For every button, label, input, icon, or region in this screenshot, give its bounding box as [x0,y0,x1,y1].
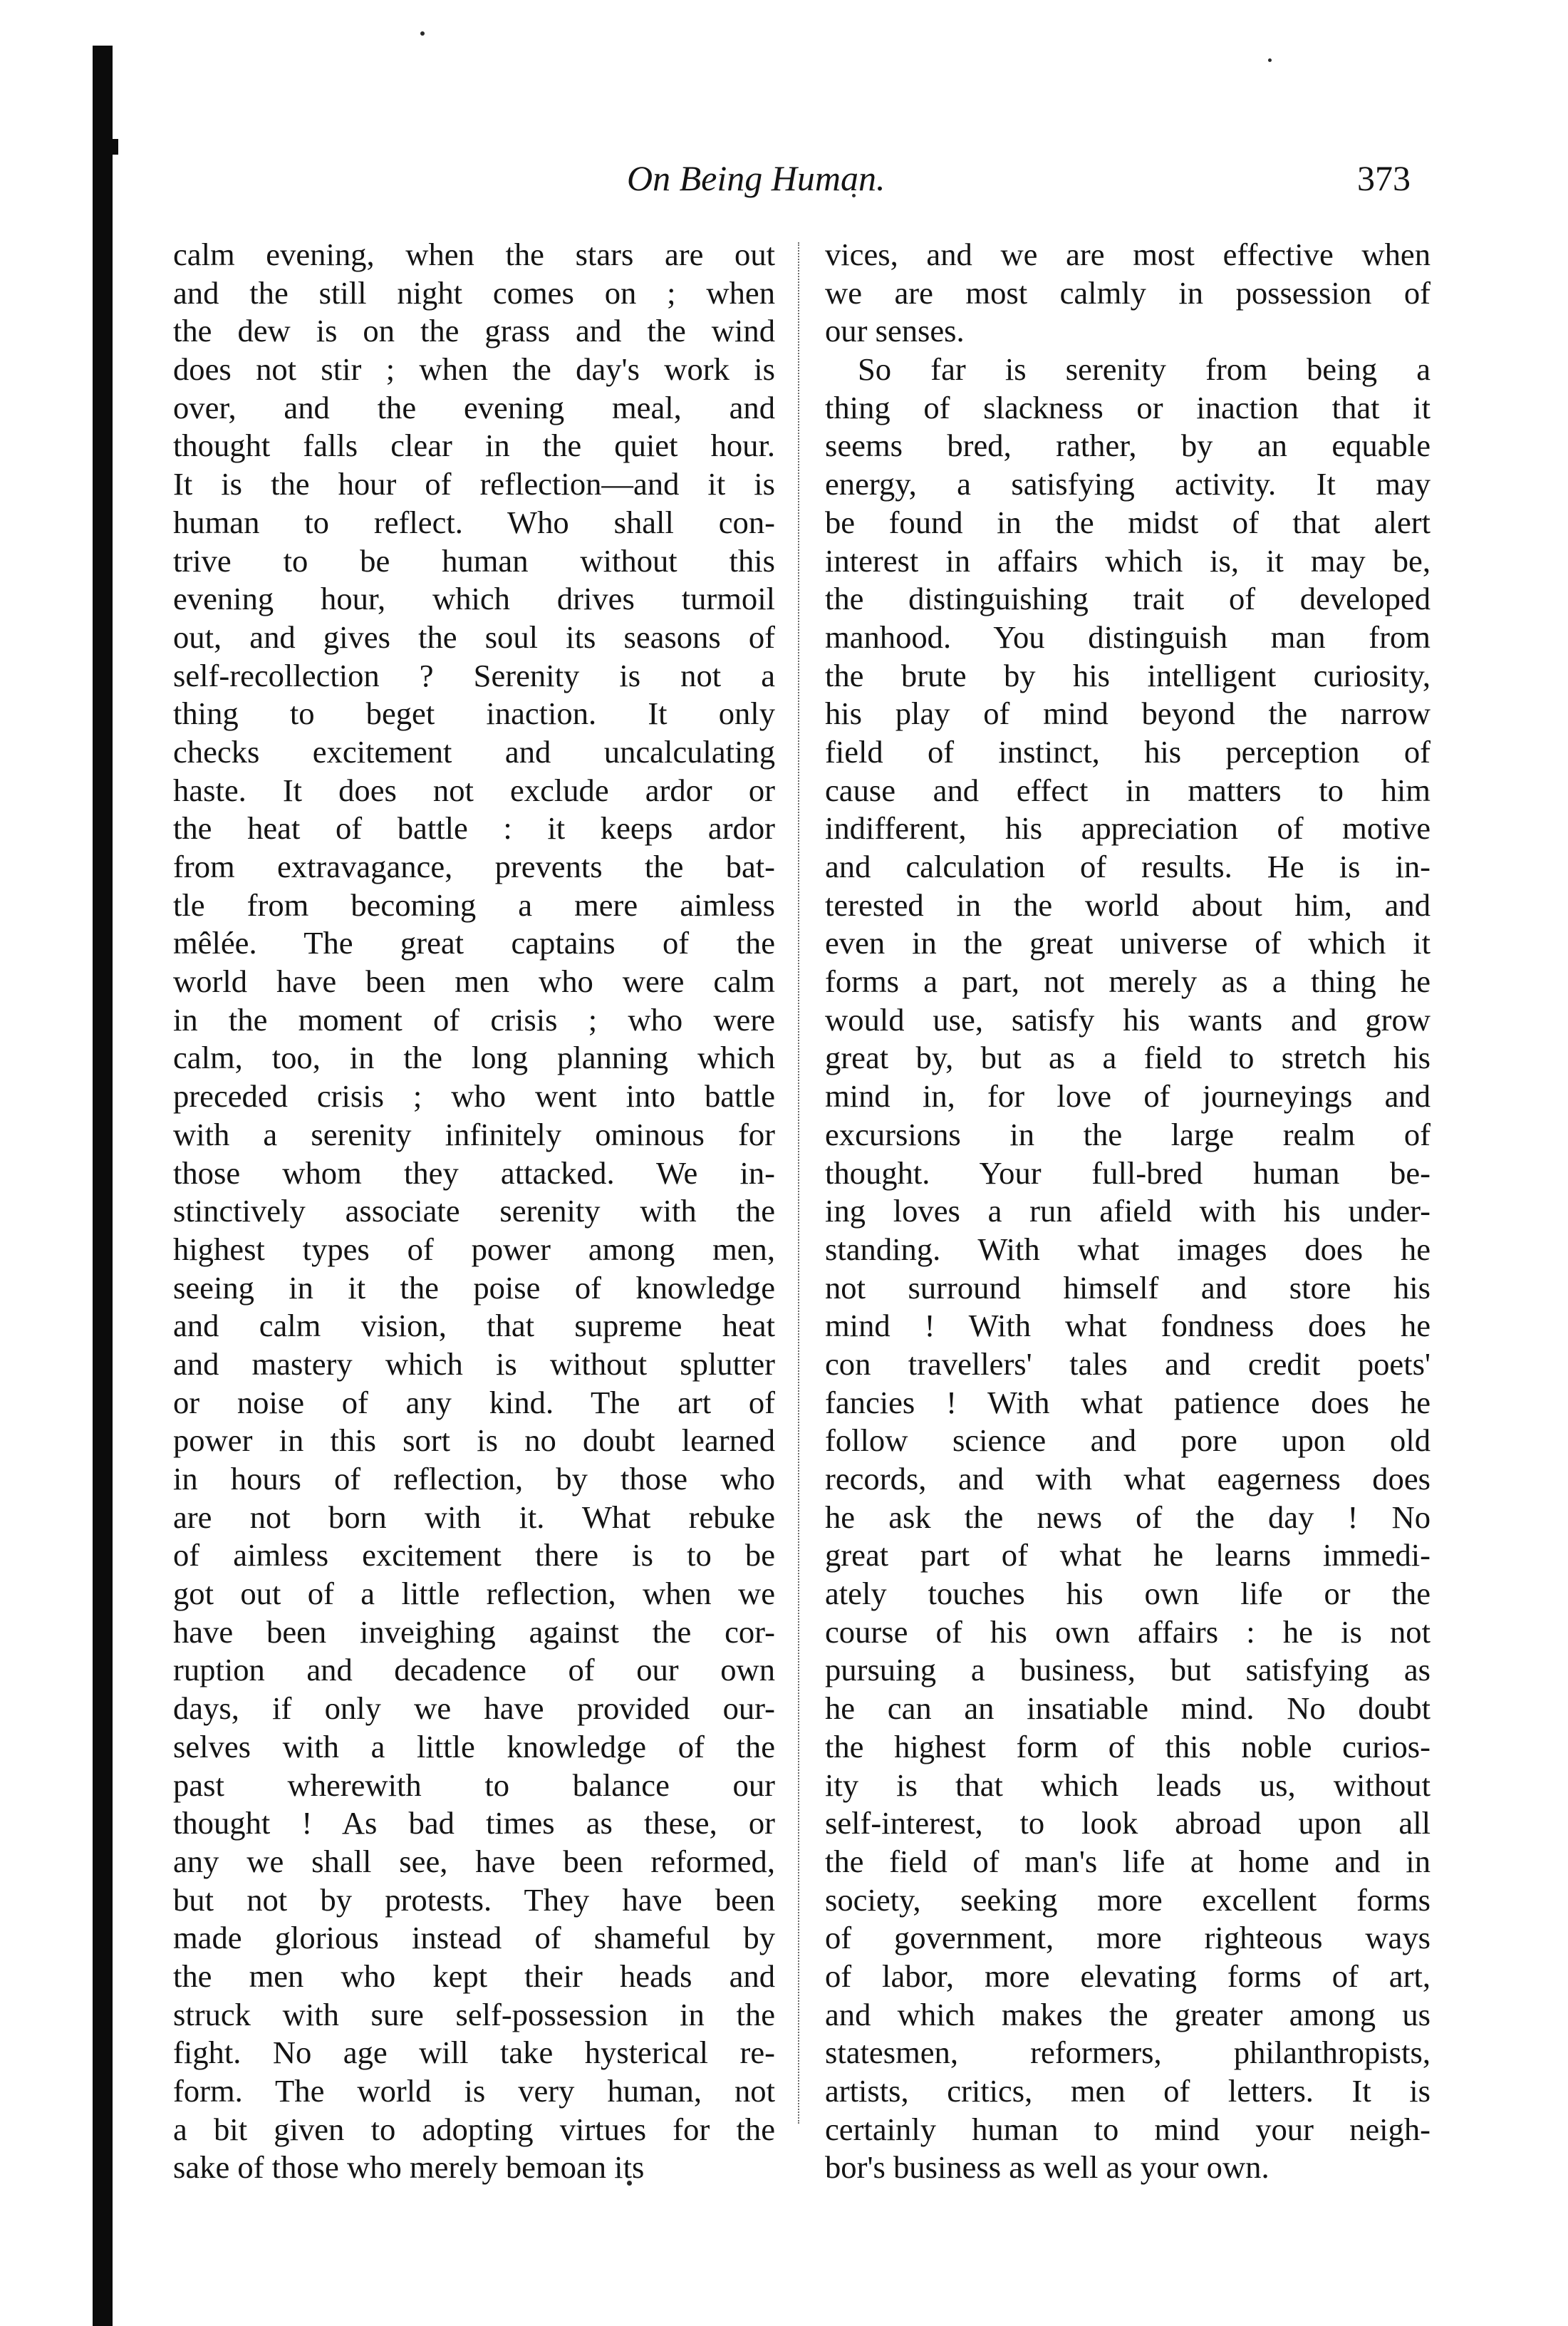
text-line: made glorious instead of shameful by [173,1920,775,1956]
print-speck [1268,58,1272,62]
text-line: standing. With what images does he [825,1231,1431,1267]
text-line: evening hour, which drives turmoil [173,581,775,617]
text-line: does not stir ; when the day's work is [173,351,775,388]
text-line: trive to be human without this [173,542,775,579]
running-title: On Being Human. [627,158,886,198]
text-line: got out of a little reflection, when we [173,1576,775,1612]
text-line: and the still night comes on ; when [173,274,775,311]
text-line: or noise of any kind. The art of [173,1384,775,1420]
text-line: excursions in the large realm of [825,1116,1431,1152]
text-line: forms a part, not merely as a thing he [825,963,1431,1000]
text-line: in the moment of crisis ; who were [173,1001,775,1038]
text-line: vices, and we are most effective when [825,237,1431,272]
text-line: cause and effect in matters to him [825,772,1431,808]
text-line: form. The world is very human, not [173,2073,775,2109]
text-line: ing loves a run afield with his under- [825,1193,1431,1229]
text-line: our senses. [825,313,965,349]
text-line: be found in the midst of that alert [825,504,1431,540]
text-line: certainly human to mind your neigh- [825,2111,1431,2147]
text-line: with a serenity infinitely ominous for [173,1116,775,1152]
page-number: 373 [1357,158,1411,198]
text-line: checks excitement and uncalculating [173,733,775,770]
text-line: are not born with it. What rebuke [173,1499,775,1535]
page-binding-edge [93,46,113,2326]
text-line: the highest form of this noble curios- [825,1728,1431,1764]
text-line: struck with sure self-possession in the [173,1996,775,2032]
text-line: thought ! As bad times as these, or [173,1805,775,1841]
text-line: energy, a satisfying activity. It may [825,466,1431,502]
text-line: ately touches his own life or the [825,1576,1431,1612]
text-line: seems bred, rather, by an equable [825,428,1431,464]
text-line: a bit given to adopting virtues for the [173,2111,775,2147]
text-line: thought. Your full-bred human be- [825,1154,1431,1191]
text-line: So far is serenity from being a [858,351,1431,388]
text-line: sake of those who merely bemoan its [173,2149,645,2186]
text-line: he can an insatiable mind. No doubt [825,1690,1431,1727]
text-line: any we shall see, have been reformed, [173,1843,775,1879]
text-line: stinctively associate serenity with the [173,1193,775,1229]
column-divider [798,242,799,2124]
text-line: preceded crisis ; who went into battle [173,1078,775,1115]
text-line: of labor, more elevating forms of art, [825,1958,1431,1994]
text-line: self-interest, to look abroad upon all [825,1805,1431,1841]
text-line: terested in the world about him, and [825,887,1431,923]
text-line: indifferent, his appreciation of motive [825,810,1431,847]
text-line: in hours of reflection, by those who [173,1461,775,1497]
text-line: fancies ! With what patience does he [825,1384,1431,1420]
text-line: and calculation of results. He is in- [825,849,1431,884]
text-line: calm, too, in the long planning which [173,1040,775,1076]
text-line: society, seeking more excellent forms [825,1881,1431,1918]
text-line: out, and gives the soul its seasons of [173,619,775,655]
text-line: his play of mind beyond the narrow [825,696,1431,732]
text-line: interest in affairs which is, it may be, [825,542,1431,579]
text-line: and which makes the greater among us [825,1996,1431,2032]
text-line: the men who kept their heads and [173,1958,775,1994]
text-line: ruption and decadence of our own [173,1652,775,1688]
text-line: over, and the evening meal, and [173,389,775,425]
text-line: ity is that which leads us, without [825,1767,1431,1803]
text-line: of government, more righteous ways [825,1920,1431,1956]
text-line: great by, but as a field to stretch his [825,1040,1431,1076]
text-line: the heat of battle : it keeps ardor [173,810,775,847]
text-line: It is the hour of reflection—and it is [173,466,775,502]
text-line: not surround himself and store his [825,1269,1431,1306]
text-line: manhood. You distinguish man from [825,619,1431,655]
text-line: follow science and pore upon old [825,1422,1431,1459]
text-line: from extravagance, prevents the bat- [173,849,775,884]
text-line: records, and with what eagerness does [825,1461,1431,1497]
text-line: the distinguishing trait of developed [825,581,1431,617]
text-line: even in the great universe of which it [825,925,1431,961]
text-line: con travellers' tales and credit poets' [825,1345,1431,1382]
text-line: he ask the news of the day ! No [825,1499,1431,1535]
text-line: the field of man's life at home and in [825,1843,1431,1879]
text-line: statesmen, reformers, philanthropists, [825,2035,1431,2071]
text-line: artists, critics, men of letters. It is [825,2073,1431,2109]
text-line: fight. No age will take hysterical re- [173,2035,775,2071]
print-speck [420,31,425,36]
text-line: thing to beget inaction. It only [173,696,775,732]
text-line: would use, satisfy his wants and grow [825,1001,1431,1038]
text-line: mind in, for love of journeyings and [825,1078,1431,1115]
text-line: thing of slackness or inaction that it [825,389,1431,425]
text-line: we are most calmly in possession of [825,274,1431,311]
text-line: tle from becoming a mere aimless [173,887,775,923]
left-text-column [173,236,775,2186]
text-line: those whom they attacked. We in- [173,1154,775,1191]
text-line: world have been men who were calm [173,963,775,1000]
text-line: bor's business as well as your own. [825,2149,1270,2186]
binding-notch [113,139,118,155]
text-line: seeing in it the poise of knowledge [173,1269,775,1306]
text-line: great part of what he learns immedi- [825,1537,1431,1573]
text-line: thought falls clear in the quiet hour. [173,428,775,464]
text-line: course of his own affairs : he is not [825,1613,1431,1650]
text-line: the dew is on the grass and the wind [173,313,775,349]
text-line: highest types of power among men, [173,1231,775,1267]
text-line: the brute by his intelligent curiosity, [825,657,1431,693]
text-line: and calm vision, that supreme heat [173,1308,775,1344]
text-line: past wherewith to balance our [173,1767,775,1803]
text-line: calm evening, when the stars are out [173,237,775,272]
text-line: have been inveighing against the cor- [173,1613,775,1650]
text-line: pursuing a business, but satisfying as [825,1652,1431,1688]
text-line: and mastery which is without splutter [173,1345,775,1382]
text-line: field of instinct, his perception of [825,733,1431,770]
text-line: mêlée. The great captains of the [173,925,775,961]
right-text-column [825,236,1431,2186]
text-line: power in this sort is no doubt learned [173,1422,775,1459]
text-line: days, if only we have provided our- [173,1690,775,1727]
text-line: self-recollection ? Serenity is not a [173,657,775,693]
text-line: human to reflect. Who shall con- [173,504,775,540]
text-line: haste. It does not exclude ardor or [173,772,775,808]
running-head [0,153,1568,203]
text-line: mind ! With what fondness does he [825,1308,1431,1344]
text-line: selves with a little knowledge of the [173,1728,775,1764]
text-line: but not by protests. They have been [173,1881,775,1918]
text-line: of aimless excitement there is to be [173,1537,775,1573]
